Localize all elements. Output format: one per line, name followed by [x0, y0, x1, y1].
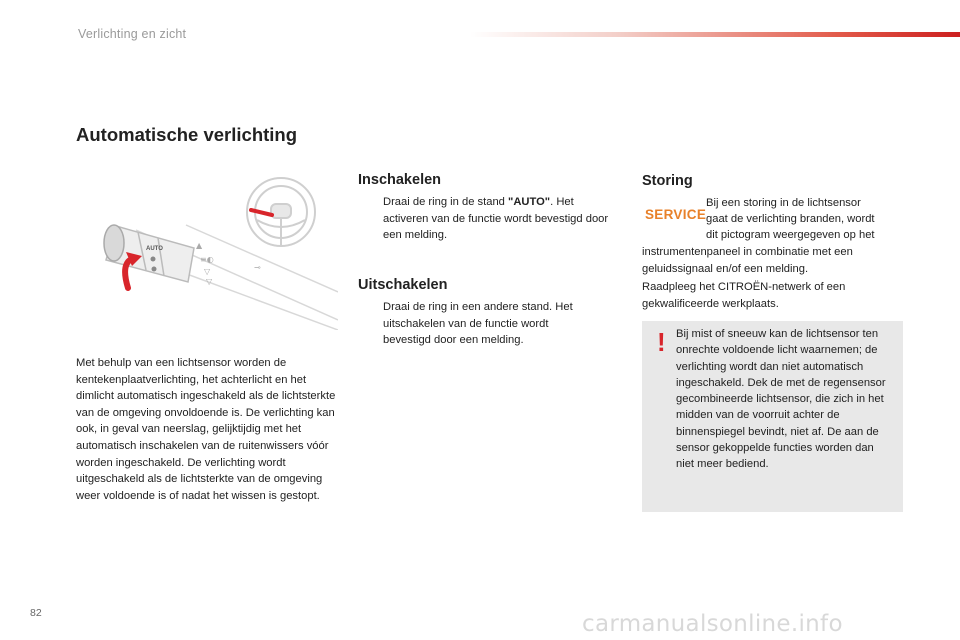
- inschakelen-text: Draai de ring in de stand "AUTO". Het activeren van de functie wordt bevestigd door een melding.: [383, 196, 609, 242]
- svg-text:⊸: ⊸: [254, 263, 261, 272]
- section-title-uitschakelen: Uitschakelen: [358, 277, 448, 293]
- section-title-storing: Storing: [642, 173, 693, 189]
- auto-label: AUTO: [146, 246, 163, 252]
- light-symbols-icon: [196, 241, 261, 286]
- exclamation-icon: !: [657, 327, 666, 357]
- chapter-title: Verlichting en zicht: [78, 27, 187, 41]
- storing-line-3: dit pictogram weergegeven op het: [706, 229, 875, 241]
- svg-text:▽: ▽: [206, 277, 213, 286]
- lighting-stalk-icon: [104, 225, 194, 282]
- svg-text:▲: ▲: [196, 241, 203, 250]
- bullet-icon: [360, 194, 383, 244]
- note-text: Bij mist of sneeuw kan de lichtsensor ten onrechte voldoende licht waarnemen; de verlichting wordt dan niet automatisch ingeschakeld. Dek de met de regensensor gecombineerde lichtsensor, die zich in het midden van de voorruit achter de binnenspiegel bevindt, niet af. De aan de sensor gekoppelde functies worden dan niet meer bediend.: [676, 328, 886, 471]
- storing-text-rest: instrumentenpaneel in combinatie met een geluidssignaal en/of een melding.: [642, 246, 853, 275]
- section-title-inschakelen: Inschakelen: [358, 172, 442, 188]
- storing-advice: Raadpleeg het CITROËN-netwerk of een gekwalificeerde werkplaats.: [642, 281, 846, 310]
- svg-text:▽: ▽: [204, 267, 211, 276]
- watermark: carmanualsonline.info: [582, 611, 843, 637]
- uitschakelen-text: Draai de ring in een andere stand. Het uitschakelen van de functie wordt bevestigd door een melding.: [383, 301, 573, 347]
- warning-note-box: [642, 321, 903, 512]
- page-number: 82: [30, 607, 42, 619]
- intro-paragraph: Met behulp van een lichtsensor worden de kentekenplaatverlichting, het achterlicht en het dimlicht automatisch ingeschakeld als de lichtsterkte van de omgeving onvoldoende is. De verlichting kan ook, in geval van neerslag, gelijktijdig met het automatisch inschakelen van de ruitenwissers vóór worden ingeschakeld. De verlichting wordt uitgeschakeld als de lichtsterkte van de omgeving weer voldoende is of nadat het wissen is gestopt.: [76, 357, 336, 502]
- svg-text:≡◐: ≡◐: [200, 255, 214, 264]
- storing-line-2: gaat de verlichting branden, wordt: [706, 213, 875, 225]
- storing-line-1: Bij een storing in de lichtsensor: [706, 197, 861, 209]
- header-accent-bar: [470, 32, 960, 37]
- inschakelen-instruction: [360, 194, 613, 244]
- page-title: Automatische verlichting: [76, 124, 298, 145]
- service-warning-icon: SERVICE: [645, 207, 707, 222]
- uitschakelen-instruction: [360, 299, 588, 349]
- light-stalk-illustration: [76, 170, 338, 330]
- bullet-icon: [360, 299, 383, 349]
